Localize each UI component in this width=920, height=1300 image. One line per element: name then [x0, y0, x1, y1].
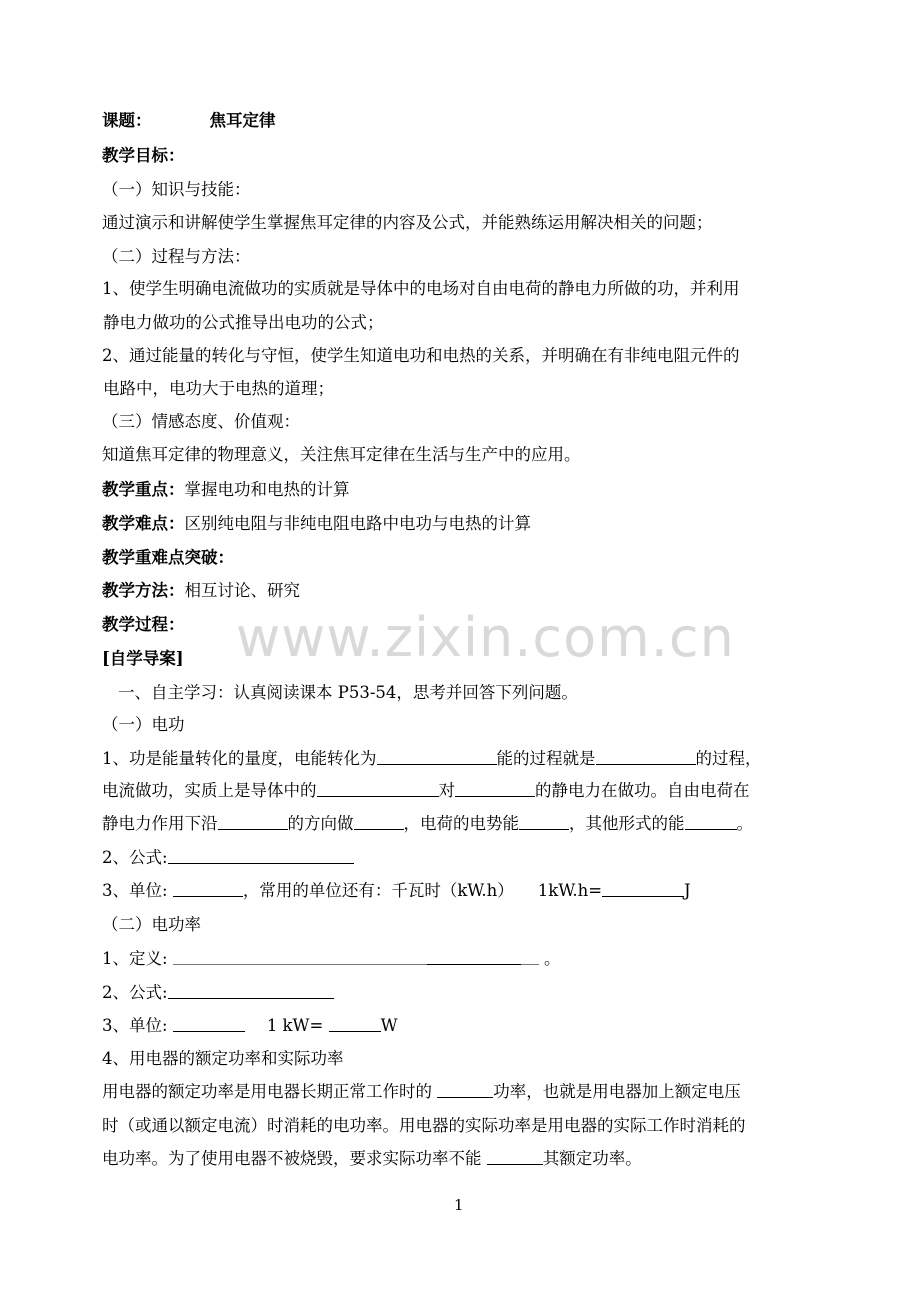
section-2-item-2-line-2: 电路中，电功大于电热的道理；	[103, 379, 334, 398]
difficulty-label: 教学难点：	[102, 514, 185, 533]
part-1-line-3: 静电力作用下沿 的方向做 ，电荷的电势能 ，其他形式的能 。	[102, 814, 753, 833]
blank-power-unit[interactable]	[173, 1015, 245, 1032]
section-2-item-1-line-2: 静电力做功的公式推导出电功的公式；	[103, 313, 384, 332]
title-label: 课题：	[102, 111, 152, 130]
blank-rated-power[interactable]	[437, 1081, 493, 1098]
blank-power-formula[interactable]	[168, 982, 334, 999]
self-study-line: 一、自主学习：认真阅读课本 P53-54，思考并回答下列问题。	[118, 683, 578, 702]
blank-potential-energy[interactable]	[519, 813, 569, 830]
part-2-formula-line: 2、公式:	[102, 982, 334, 1004]
goals-heading: 教学目标：	[102, 146, 185, 165]
key-point-text: 掌握电功和电热的计算	[184, 480, 350, 499]
difficulty-line	[102, 513, 531, 535]
section-3-heading: （三）情感态度、价值观：	[102, 412, 300, 431]
blank-other-energy[interactable]	[685, 813, 737, 830]
method-line	[102, 580, 300, 602]
key-point-line	[102, 479, 350, 501]
blank-direction[interactable]	[218, 813, 288, 830]
process-label: 教学过程：	[102, 615, 185, 634]
part-2-definition-line: 1、定义: 。	[102, 949, 561, 968]
blank-limit[interactable]	[487, 1148, 543, 1165]
breakthrough-label: 教学重难点突破：	[102, 548, 234, 567]
method-label: 教学方法：	[102, 581, 185, 600]
section-1-text: 通过演示和讲解使学生掌握焦耳定律的内容及公式，并能熟练运用解决相关的问题；	[102, 213, 713, 232]
blank-motion[interactable]	[354, 813, 404, 830]
section-2-item-1-line-1: 1、使学生明确电流做功的实质就是导体中的电场对自由电荷的静电力所做的功，并利用	[102, 279, 740, 298]
section-2-item-2-line-1: 2、通过能量的转化与守恒，使学生知道电功和电热的关系，并明确在有非纯电阻元件的	[102, 346, 740, 365]
blank-definition-3[interactable]	[521, 948, 539, 965]
part-2-rated-heading: 4、用电器的额定功率和实际功率	[102, 1049, 344, 1068]
page-title: 焦耳定律	[209, 111, 276, 130]
part-2-rated-line-2: 时（或通以额定电流）时消耗的电功率。用电器的实际功率是用电器的实际工作时消耗的	[102, 1116, 746, 1135]
blank-energy-form[interactable]	[377, 748, 497, 765]
part-2-rated-line-3: 电功率。为了使用电器不被烧毁，要求实际功率不能 其额定功率。	[102, 1149, 642, 1168]
part-1-line-1: 1、功是能量转化的量度，电能转化为 能的过程就是 的过程，	[102, 749, 762, 768]
title-line	[102, 110, 276, 132]
blank-charge[interactable]	[455, 780, 535, 797]
blank-work-formula[interactable]	[168, 847, 354, 864]
part-2-rated-line-1: 用电器的额定功率是用电器长期正常工作时的 功率，也就是用电器加上额定电压	[102, 1082, 741, 1101]
blank-definition-2[interactable]	[427, 948, 521, 965]
method-text: 相互讨论、研究	[184, 581, 300, 600]
part-1-unit-line: 3、单位: ，常用的单位还有：千瓦时（kW.h） 1kW.h= J	[102, 881, 691, 900]
section-1-heading: （一）知识与技能：	[102, 180, 251, 199]
blank-work-unit[interactable]	[173, 880, 243, 897]
part-1-heading: （一）电功	[102, 715, 185, 734]
page-number: 1	[454, 1196, 464, 1214]
watermark: www.zixin.com.cn	[236, 606, 735, 669]
part-2-heading: （二）电功率	[102, 915, 201, 934]
part-1-line-2: 电流做功，实质上是导体中的 对 的静电力在做功。自由电荷在	[102, 781, 750, 800]
section-3-text: 知道焦耳定律的物理意义，关注焦耳定律在生活与生产中的应用。	[102, 445, 581, 464]
blank-definition-1[interactable]	[173, 948, 427, 965]
blank-kwh-conversion[interactable]	[602, 880, 684, 897]
blank-field[interactable]	[317, 780, 439, 797]
blank-process[interactable]	[596, 748, 696, 765]
difficulty-text: 区别纯电阻与非纯电阻电路中电功与电热的计算	[184, 514, 531, 533]
part-1-formula-line: 2、公式:	[102, 847, 354, 869]
section-2-heading: （二）过程与方法：	[102, 247, 251, 266]
blank-kw-conversion[interactable]	[329, 1015, 381, 1032]
guide-label: [自学导案]	[102, 649, 184, 668]
part-2-unit-line: 3、单位: 1 kW= W	[102, 1016, 398, 1035]
key-point-label: 教学重点：	[102, 480, 185, 499]
